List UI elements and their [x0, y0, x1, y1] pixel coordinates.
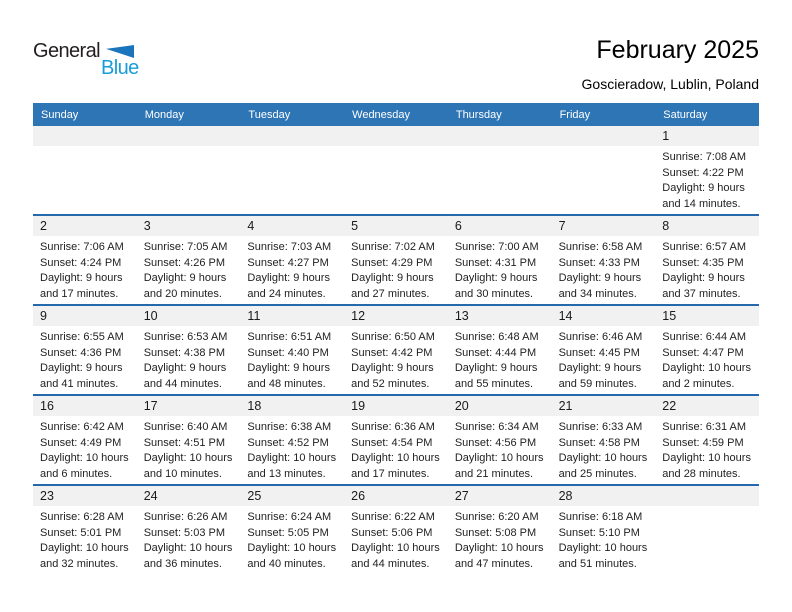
day-cell	[448, 306, 552, 394]
day-detail-line: Sunset: 4:31 PM	[454, 256, 537, 269]
day-detail-line: Sunrise: 6:18 AM	[558, 511, 643, 523]
day-detail-line: Sunrise: 6:58 AM	[558, 241, 643, 253]
day-detail-line: Sunrise: 6:33 AM	[558, 421, 643, 433]
day-number: 5	[344, 216, 448, 236]
weekday-label: Monday	[144, 108, 184, 121]
day-detail-line: Daylight: 10 hours	[40, 542, 129, 554]
day-detail-line: and 25 minutes.	[558, 467, 637, 480]
day-detail-line: Sunset: 4:42 PM	[351, 346, 433, 359]
day-number: 20	[448, 396, 552, 416]
day-detail-line: Sunset: 4:52 PM	[247, 436, 329, 449]
day-details	[33, 506, 137, 572]
day-detail-line: and 59 minutes.	[558, 377, 637, 390]
day-detail-line: Sunset: 5:01 PM	[40, 526, 122, 539]
day-detail-line: Sunrise: 6:24 AM	[247, 511, 332, 523]
day-number	[240, 126, 344, 146]
day-detail-line: Daylight: 10 hours	[558, 542, 648, 554]
day-detail-line: and 55 minutes.	[454, 377, 534, 390]
day-detail-line: and 41 minutes.	[40, 377, 119, 390]
day-details	[655, 326, 759, 392]
day-detail-line: Sunrise: 6:46 AM	[558, 331, 643, 343]
day-cell	[655, 396, 759, 484]
day-details	[33, 146, 137, 150]
day-detail-line: Daylight: 9 hours	[40, 362, 123, 374]
day-details	[552, 236, 656, 302]
day-number	[137, 126, 241, 146]
day-number: 17	[137, 396, 241, 416]
day-detail-line: Daylight: 9 hours	[662, 182, 745, 194]
day-detail-line: and 48 minutes.	[247, 377, 326, 390]
day-detail-line: Daylight: 10 hours	[40, 452, 129, 464]
day-detail-line: and 34 minutes.	[558, 287, 637, 300]
day-detail-line: Daylight: 9 hours	[40, 272, 123, 284]
day-number	[33, 126, 137, 146]
day-number: 18	[240, 396, 344, 416]
day-detail-line: and 44 minutes.	[143, 377, 222, 390]
day-detail-line: Sunset: 4:47 PM	[662, 346, 744, 359]
day-detail-line: Sunrise: 6:28 AM	[40, 511, 124, 523]
weekday-label: Friday	[559, 108, 591, 121]
day-cell	[655, 306, 759, 394]
day-number: 21	[552, 396, 656, 416]
day-details	[448, 236, 552, 302]
day-detail-line: Sunrise: 7:06 AM	[40, 241, 124, 253]
day-cell	[448, 486, 552, 574]
day-details	[33, 416, 137, 482]
title-block	[582, 36, 759, 92]
day-number: 1	[655, 126, 759, 146]
day-cell	[33, 486, 137, 574]
day-details	[448, 146, 552, 150]
day-details	[655, 236, 759, 302]
day-number: 8	[655, 216, 759, 236]
day-detail-line: Daylight: 10 hours	[351, 542, 440, 554]
day-detail-line: Sunset: 4:45 PM	[558, 346, 640, 359]
day-cell	[240, 396, 344, 484]
day-detail-line: and 44 minutes.	[351, 557, 430, 570]
empty-day-cell	[344, 126, 448, 214]
week-row	[33, 304, 759, 394]
day-detail-line: and 20 minutes.	[143, 287, 222, 300]
day-detail-line: and 17 minutes.	[351, 467, 430, 480]
day-detail-line: Sunset: 5:06 PM	[351, 526, 433, 539]
day-detail-line: Sunrise: 6:51 AM	[247, 331, 332, 343]
day-detail-line: Sunrise: 6:44 AM	[662, 331, 747, 343]
logo-text-blue: Blue	[101, 57, 139, 79]
day-number: 25	[240, 486, 344, 506]
day-detail-line: Daylight: 9 hours	[351, 362, 434, 374]
day-number: 6	[448, 216, 552, 236]
day-cell	[240, 486, 344, 574]
day-number: 11	[240, 306, 344, 326]
day-cell	[448, 396, 552, 484]
day-detail-line: Daylight: 10 hours	[662, 362, 751, 374]
day-detail-line: Sunrise: 6:31 AM	[662, 421, 747, 433]
day-detail-line: and 47 minutes.	[454, 557, 534, 570]
day-detail-line: and 24 minutes.	[247, 287, 326, 300]
day-cell	[655, 126, 759, 214]
day-detail-line: and 40 minutes.	[247, 557, 326, 570]
day-detail-line: Sunset: 4:44 PM	[454, 346, 537, 359]
day-detail-line: Sunset: 4:38 PM	[143, 346, 226, 359]
day-cell	[137, 486, 241, 574]
day-details	[137, 146, 241, 150]
day-number: 9	[33, 306, 137, 326]
day-details	[137, 326, 241, 392]
day-detail-line: Sunrise: 6:55 AM	[40, 331, 124, 343]
day-details	[655, 416, 759, 482]
day-detail-line: and 2 minutes.	[662, 377, 735, 390]
day-detail-line: Sunrise: 6:57 AM	[662, 241, 747, 253]
day-number	[552, 126, 656, 146]
day-detail-line: Sunset: 4:54 PM	[351, 436, 433, 449]
general-blue-logo	[33, 40, 163, 84]
day-detail-line: and 13 minutes.	[247, 467, 326, 480]
logo-text-general: General	[33, 40, 100, 62]
day-number: 24	[137, 486, 241, 506]
day-details	[240, 416, 344, 482]
day-cell	[552, 486, 656, 574]
empty-day-cell	[655, 486, 759, 574]
week-row	[33, 484, 759, 574]
day-detail-line: Sunset: 5:10 PM	[558, 526, 640, 539]
day-detail-line: Sunrise: 6:20 AM	[454, 511, 539, 523]
day-detail-line: Sunrise: 7:05 AM	[143, 241, 228, 253]
day-details	[655, 506, 759, 510]
day-detail-line: Daylight: 9 hours	[454, 362, 538, 374]
day-detail-line: Sunrise: 6:34 AM	[454, 421, 539, 433]
empty-day-cell	[33, 126, 137, 214]
weekday-label: Sunday	[41, 108, 79, 121]
day-number: 15	[655, 306, 759, 326]
week-row	[33, 394, 759, 484]
month-title: February 2025	[596, 36, 759, 64]
day-details	[240, 506, 344, 572]
week-row	[33, 214, 759, 304]
day-cell	[137, 306, 241, 394]
day-number: 3	[137, 216, 241, 236]
day-detail-line: Daylight: 10 hours	[247, 542, 337, 554]
day-cell	[552, 396, 656, 484]
day-details	[448, 416, 552, 482]
weekday-label: Tuesday	[248, 108, 291, 121]
day-detail-line: Sunset: 4:40 PM	[247, 346, 329, 359]
day-number: 7	[552, 216, 656, 236]
day-detail-line: Daylight: 9 hours	[454, 272, 538, 284]
day-detail-line: Sunrise: 6:42 AM	[40, 421, 124, 433]
day-cell	[448, 216, 552, 304]
day-details	[137, 506, 241, 572]
day-detail-line: Daylight: 10 hours	[247, 452, 337, 464]
day-number: 13	[448, 306, 552, 326]
day-number	[655, 486, 759, 506]
day-detail-line: Sunset: 4:56 PM	[454, 436, 537, 449]
day-detail-line: and 30 minutes.	[454, 287, 534, 300]
day-number: 28	[552, 486, 656, 506]
day-details	[448, 326, 552, 392]
day-detail-line: Daylight: 10 hours	[351, 452, 440, 464]
day-cell	[137, 396, 241, 484]
day-details	[240, 146, 344, 150]
day-detail-line: Daylight: 10 hours	[454, 542, 544, 554]
day-number: 14	[552, 306, 656, 326]
day-detail-line: and 21 minutes.	[454, 467, 534, 480]
day-detail-line: Sunrise: 7:03 AM	[247, 241, 332, 253]
empty-day-cell	[240, 126, 344, 214]
day-detail-line: Sunrise: 6:36 AM	[351, 421, 435, 433]
day-detail-line: and 6 minutes.	[40, 467, 113, 480]
day-number: 23	[33, 486, 137, 506]
calendar	[33, 103, 759, 574]
day-detail-line: Sunset: 5:08 PM	[454, 526, 537, 539]
empty-day-cell	[552, 126, 656, 214]
day-details	[33, 236, 137, 302]
day-cell	[33, 306, 137, 394]
day-detail-line: Sunset: 4:22 PM	[662, 166, 744, 179]
day-cell	[33, 216, 137, 304]
calendar-weeks	[33, 126, 759, 574]
day-detail-line: Sunrise: 6:38 AM	[247, 421, 332, 433]
day-details	[344, 416, 448, 482]
day-detail-line: Sunrise: 7:02 AM	[351, 241, 435, 253]
day-number: 19	[344, 396, 448, 416]
day-cell	[240, 216, 344, 304]
day-number: 2	[33, 216, 137, 236]
day-detail-line: Sunrise: 6:48 AM	[454, 331, 539, 343]
weekday-label: Saturday	[663, 108, 708, 121]
day-detail-line: Sunset: 5:05 PM	[247, 526, 329, 539]
day-details	[137, 416, 241, 482]
day-detail-line: Sunset: 4:27 PM	[247, 256, 329, 269]
day-detail-line: Sunset: 4:59 PM	[662, 436, 744, 449]
day-detail-line: Daylight: 9 hours	[247, 362, 330, 374]
weekday-label: Thursday	[455, 108, 502, 121]
day-detail-line: and 27 minutes.	[351, 287, 430, 300]
day-detail-line: Sunset: 4:51 PM	[143, 436, 226, 449]
day-number: 12	[344, 306, 448, 326]
day-details	[344, 236, 448, 302]
empty-day-cell	[137, 126, 241, 214]
day-details	[552, 326, 656, 392]
day-detail-line: Sunrise: 6:50 AM	[351, 331, 435, 343]
day-detail-line: and 10 minutes.	[143, 467, 222, 480]
day-detail-line: Daylight: 9 hours	[143, 362, 227, 374]
top-bar	[0, 0, 792, 103]
day-cell	[344, 486, 448, 574]
day-number: 27	[448, 486, 552, 506]
day-detail-line: Daylight: 9 hours	[558, 362, 642, 374]
day-cell	[344, 216, 448, 304]
day-details	[344, 326, 448, 392]
day-detail-line: and 17 minutes.	[40, 287, 119, 300]
day-detail-line: and 37 minutes.	[662, 287, 741, 300]
day-detail-line: Daylight: 9 hours	[351, 272, 434, 284]
day-detail-line: Daylight: 9 hours	[143, 272, 227, 284]
day-details	[448, 506, 552, 572]
day-detail-line: Daylight: 9 hours	[247, 272, 330, 284]
day-detail-line: Daylight: 10 hours	[143, 452, 233, 464]
day-detail-line: Sunrise: 6:26 AM	[143, 511, 228, 523]
day-cell	[137, 216, 241, 304]
day-detail-line: Sunrise: 6:22 AM	[351, 511, 435, 523]
day-detail-line: Sunset: 4:58 PM	[558, 436, 640, 449]
day-cell	[33, 396, 137, 484]
day-detail-line: Sunset: 4:33 PM	[558, 256, 640, 269]
day-detail-line: and 36 minutes.	[143, 557, 222, 570]
day-detail-line: Sunset: 4:49 PM	[40, 436, 122, 449]
day-details	[552, 416, 656, 482]
day-detail-line: Daylight: 10 hours	[454, 452, 544, 464]
day-details	[240, 326, 344, 392]
day-number: 10	[137, 306, 241, 326]
day-detail-line: Sunset: 5:03 PM	[143, 526, 226, 539]
day-detail-line: and 14 minutes.	[662, 197, 741, 210]
weekday-header-row	[33, 103, 759, 126]
day-detail-line: and 28 minutes.	[662, 467, 741, 480]
day-number: 22	[655, 396, 759, 416]
day-detail-line: and 52 minutes.	[351, 377, 430, 390]
day-detail-line: Daylight: 9 hours	[662, 272, 745, 284]
day-cell	[344, 306, 448, 394]
day-details	[344, 146, 448, 150]
day-number	[448, 126, 552, 146]
day-details	[552, 506, 656, 572]
day-cell	[552, 216, 656, 304]
day-details	[33, 326, 137, 392]
day-details	[655, 146, 759, 212]
day-detail-line: Daylight: 10 hours	[558, 452, 648, 464]
day-cell	[655, 216, 759, 304]
day-detail-line: Daylight: 9 hours	[558, 272, 642, 284]
day-detail-line: Sunset: 4:35 PM	[662, 256, 744, 269]
day-detail-line: Sunrise: 6:40 AM	[143, 421, 228, 433]
day-detail-line: Sunrise: 6:53 AM	[143, 331, 228, 343]
day-number: 26	[344, 486, 448, 506]
day-cell	[552, 306, 656, 394]
day-detail-line: Daylight: 10 hours	[662, 452, 751, 464]
day-number: 4	[240, 216, 344, 236]
day-detail-line: Sunset: 4:26 PM	[143, 256, 226, 269]
day-number: 16	[33, 396, 137, 416]
day-detail-line: Daylight: 10 hours	[143, 542, 233, 554]
day-detail-line: Sunrise: 7:08 AM	[662, 151, 747, 163]
day-details	[552, 146, 656, 150]
location-subtitle: Goscieradow, Lublin, Poland	[581, 76, 759, 92]
weekday-label: Wednesday	[352, 108, 411, 121]
week-row	[33, 126, 759, 214]
day-detail-line: and 51 minutes.	[558, 557, 637, 570]
day-detail-line: Sunrise: 7:00 AM	[454, 241, 539, 253]
day-details	[240, 236, 344, 302]
day-detail-line: Sunset: 4:36 PM	[40, 346, 122, 359]
empty-day-cell	[448, 126, 552, 214]
day-detail-line: Sunset: 4:24 PM	[40, 256, 122, 269]
day-cell	[344, 396, 448, 484]
day-number	[344, 126, 448, 146]
day-detail-line: and 32 minutes.	[40, 557, 119, 570]
day-details	[137, 236, 241, 302]
day-cell	[240, 306, 344, 394]
day-details	[344, 506, 448, 572]
day-detail-line: Sunset: 4:29 PM	[351, 256, 433, 269]
